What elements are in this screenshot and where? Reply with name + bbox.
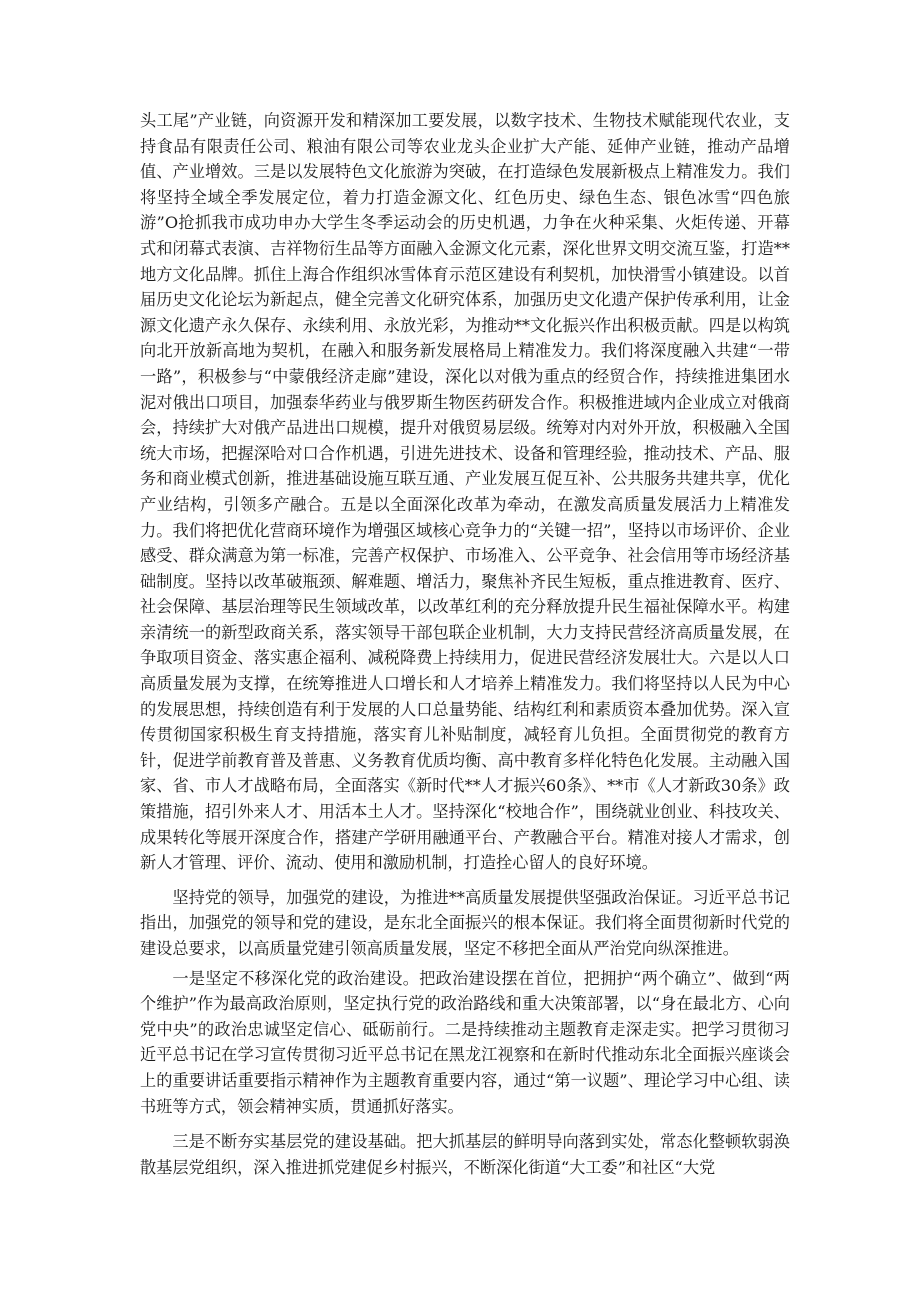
paragraph-grassroots-construction: 三是不断夯实基层党的建设基础。把大抓基层的鲜明导向落到实处，常态化整顿软弱涣散基层党组织，深入推进抓党建促乡村振兴，不断深化街道“大工委”和社区“大党 — [140, 1132, 790, 1177]
paragraph-party-leadership: 坚持党的领导，加强党的建设，为推进**高质量发展提供坚强政治保证。习近平总书记指出，加强党的领导和党的建设，是东北全面振兴的根本保证。我们将全面贯彻新时代党的建设总要求，以高质量党建引领高质量发展，坚定不移把全面从严治党向纵深推进。 — [140, 887, 790, 958]
paragraph-political-construction: 一是坚定不移深化党的政治建设。把政治建设摆在首位，把拥护“两个确立”、做到“两个维护”作为最高政治原则，坚定执行党的政治路线和重大决策部署，以“身在最北方、心向党中央”的政治忠诚坚定信心、砥砺前行。二是持续推动主题教育走深走实。把学习贯彻习近平总书记在学习宣传贯彻习近平总书记在黑龙江视察和在新时代推动东北全面振兴座谈会上的重要讲话重要指示精神作为主题教育重要内容，通过“第一议题”、理论学习中心组、读书班等方式，领会精神实质，贯通抓好落实。 — [140, 968, 790, 1116]
paragraph-development-measures: 头工尾”产业链，向资源开发和精深加工要发展，以数字技术、生物技术赋能现代农业，支持食品有限责任公司、粮油有限公司等农业龙头企业扩大产能、延伸产业链，推动产品增值、产业增效。三是以发展特色文化旅游为突破，在打造绿色发展新极点上精准发力。我们将坚持全域全季发展定位，着力打造金源文化、红色历史、绿色生态、银色冰雪“四色旅游”O抢抓我市成功申办大学生冬季运动会的历史机遇，力争在火种采集、火炬传递、开幕式和闭幕式表演、吉祥物衍生品等方面融入金源文化元素，深化世界文明交流互鉴，打造**地方文化品牌。抓住上海合作组织冰雪体育示范区建设有利契机，加快滑雪小镇建设。以首届历史文化论坛为新起点，健全完善文化研究体系，加强历史文化遗产保护传承利用，让金源文化遗产永久保存、永续利用、永放光彩，为推动**文化振兴作出积极贡献。四是以构筑向北开放新高地为契机，在融入和服务新发展格局上精准发力。我们将深度融入共建“一带一路”，积极参与“中蒙俄经济走廊”建设，深化以对俄为重点的经贸合作，持续推进集团水泥对俄出口项目，加强泰华药业与俄罗斯生物医药研发合作。积极推进域内企业成立对俄商会，持续扩大对俄产品进出口规模，提升对俄贸易层级。统筹对内对外开放，积极融入全国统大市场，把握深哈对口合作机遇，引进先进技术、设备和管理经验，推动技术、产品、服务和商业模式创新，推进基础设施互联互通、产业发展互促互补、公共服务共建共享，优化产业结构，引领多产融合。五是以全面深化改革为牵动，在激发高质量发展活力上精准发力。我们将把优化营商环境作为增强区域核心竞争力的“关键一招”，坚持以市场评价、企业感受、群众满意为第一标准，完善产权保护、市场准入、公平竞争、社会信用等市场经济基础制度。坚持以改革破瓶颈、解难题、增活力，聚焦补齐民生短板，重点推进教育、医疗、社会保障、基层治理等民生领域改革，以改革红利的充分释放提升民生福祉保障水平。构建亲清统一的新型政商关系，落实领导干部包联企业机制，大力支持民营经济高质量发展，在争取项目资金、落实惠企福利、减税降费上持续用力，促进民营经济发展壮大。六是以人口高质量发展为支撑，在统筹推进人口增长和人才培养上精准发力。我们将坚持以人民为中心的发展思想，持续创造有利于发展的人口总量势能、结构红利和素质资本叠加优势。深入宣传贯彻国家积极生育支持措施，落实育儿补贴制度，减轻育儿负担。全面贯彻党的教育方针，促进学前教育普及普惠、义务教育优质均衡、高中教育多样化特色化发展。主动融入国家、省、市人才战略布局，全面落实《新时代**人才振兴60条》、**市《人才新政30条》政策措施，招引外来人才、用活本土人才。坚持深化“校地合作”，围绕就业创业、科技攻关、成果转化等展开深度合作，搭建产学研用融通平台、产教融合平台。精准对接人才需求，创新人才管理、评价、流动、使用和激励机制，打造拴心留人的良好环境。 — [140, 111, 790, 873]
document-page — [140, 0, 790, 1180]
